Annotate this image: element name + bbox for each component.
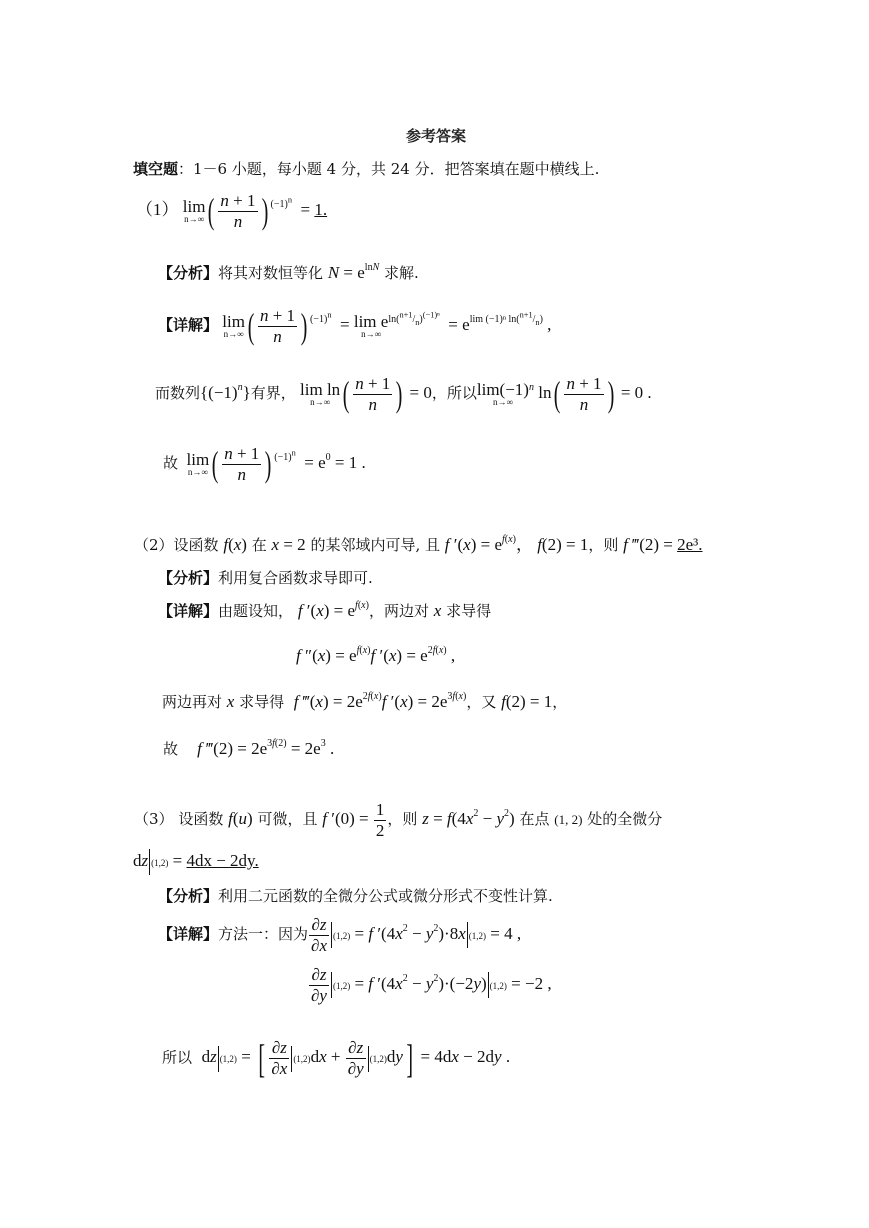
q3-answer-line: dz (1,2) = 4dx − 2dy.	[133, 849, 259, 875]
q2-detail-line3: 两边再对 x 求导得 f ‴(x) = $2e^{2f(x)}f$ $'(x) = 2e^{3f(x)}$，又 f(2) = 1，	[162, 691, 568, 711]
q1-detail-line2: 而数列$\{(-1)^n\}$有界， lim ln n→∞ ( $\frac{n + 1}{n}$ ) = 0，所以 lim(−1) n→∞ $^n$ ln( $\frac{n + 1}{n}$ ) = 0 .	[155, 373, 652, 414]
q3-analysis: 【分析】利用二元函数的全微分公式或微分形式不变性计算.	[158, 887, 553, 905]
q2-detail: 【详解】由题设知， f $'(x) = e^{f(x)}$，两边对 x 求导得	[158, 600, 492, 620]
q1-number: （1）	[136, 199, 179, 219]
q1-detail-line3: 故 lim n→∞ ( $\frac{n + 1}{n}$ ) $^{(-1)^n} = e^0 = 1$ .	[163, 443, 366, 484]
section-instructions: ：1－6 小题，每小题 4 分，共 24 分．把答案填在题中横线上.	[178, 160, 600, 178]
q1-detail: 【详解】 lim n→∞ ( $\frac{n + 1}{n}$ ) $^{(-1)^n}$ = lim e n→∞ $^{ln(^{n+1}/_n)^{(-1)^n}} = e^{lim (-1)^n ln(^{n+1}/_n)}$ ,	[158, 305, 552, 346]
q2-answer: 2e³.	[677, 535, 703, 554]
q1-analysis: 【分析】将其对数恒等化 $N = e^{lnN}$ 求解.	[158, 262, 419, 282]
section-intro	[133, 158, 599, 179]
q2-detail-line4: 故 f ‴(2) = $2e^{3f(2)} = 2e^3$ .	[163, 738, 335, 758]
q3-statement: （3） 设函数 f(u) 可微，且 f ′(0) = $\frac{1}{2}$ ，则 $z = f(4x^2 - y^2)$ 在点 (1, 2) 处的全微分	[134, 800, 663, 840]
q3-detail: 【详解】方法一：因为 $\frac{\partial z}{\partial x}$ (1,2) = f $'(4x^2 - y^2)\cdot 8x$ (1,2) = 4 ,	[158, 915, 522, 955]
q2-detail-eq1: f $''(x) = e^{f(x)}f$ $'(x) = e^{2f(x)}$ ,	[296, 645, 456, 665]
section-label: 填空题	[133, 160, 179, 178]
q2-statement: （2）设函数 f(x) 在 x = 2 的某邻域内可导, 且 f $'(x) = e^{f(x)}$， f(2) = 1，则 f ‴(2) = 2e³.	[134, 534, 703, 554]
q3-detail-last: 所以 dz (1,2) = [ $\frac{\partial z}{\partial x}$ (1,2)dx + $\frac{\partial z}{\partial y}$ (1,2)dy] = 4dx − 2dy .	[162, 1036, 511, 1081]
page-title: 参考答案	[406, 127, 467, 145]
q3-answer: 4dx − 2dy.	[186, 850, 259, 870]
q2-analysis: 【分析】利用复合函数求导即可.	[158, 569, 373, 587]
q1-answer: 1.	[314, 199, 328, 219]
q1-statement: （1） lim n→∞ ( $\frac{n + 1}{n}$ ) $^{(-1)^n}$ = 1.	[136, 190, 328, 231]
q3-detail-eq2: $\frac{\partial z}{\partial y}$ (1,2) = f $'(4x^2 - y^2)\cdot(-2y) (1,2) = -2$ ,	[311, 965, 552, 1005]
